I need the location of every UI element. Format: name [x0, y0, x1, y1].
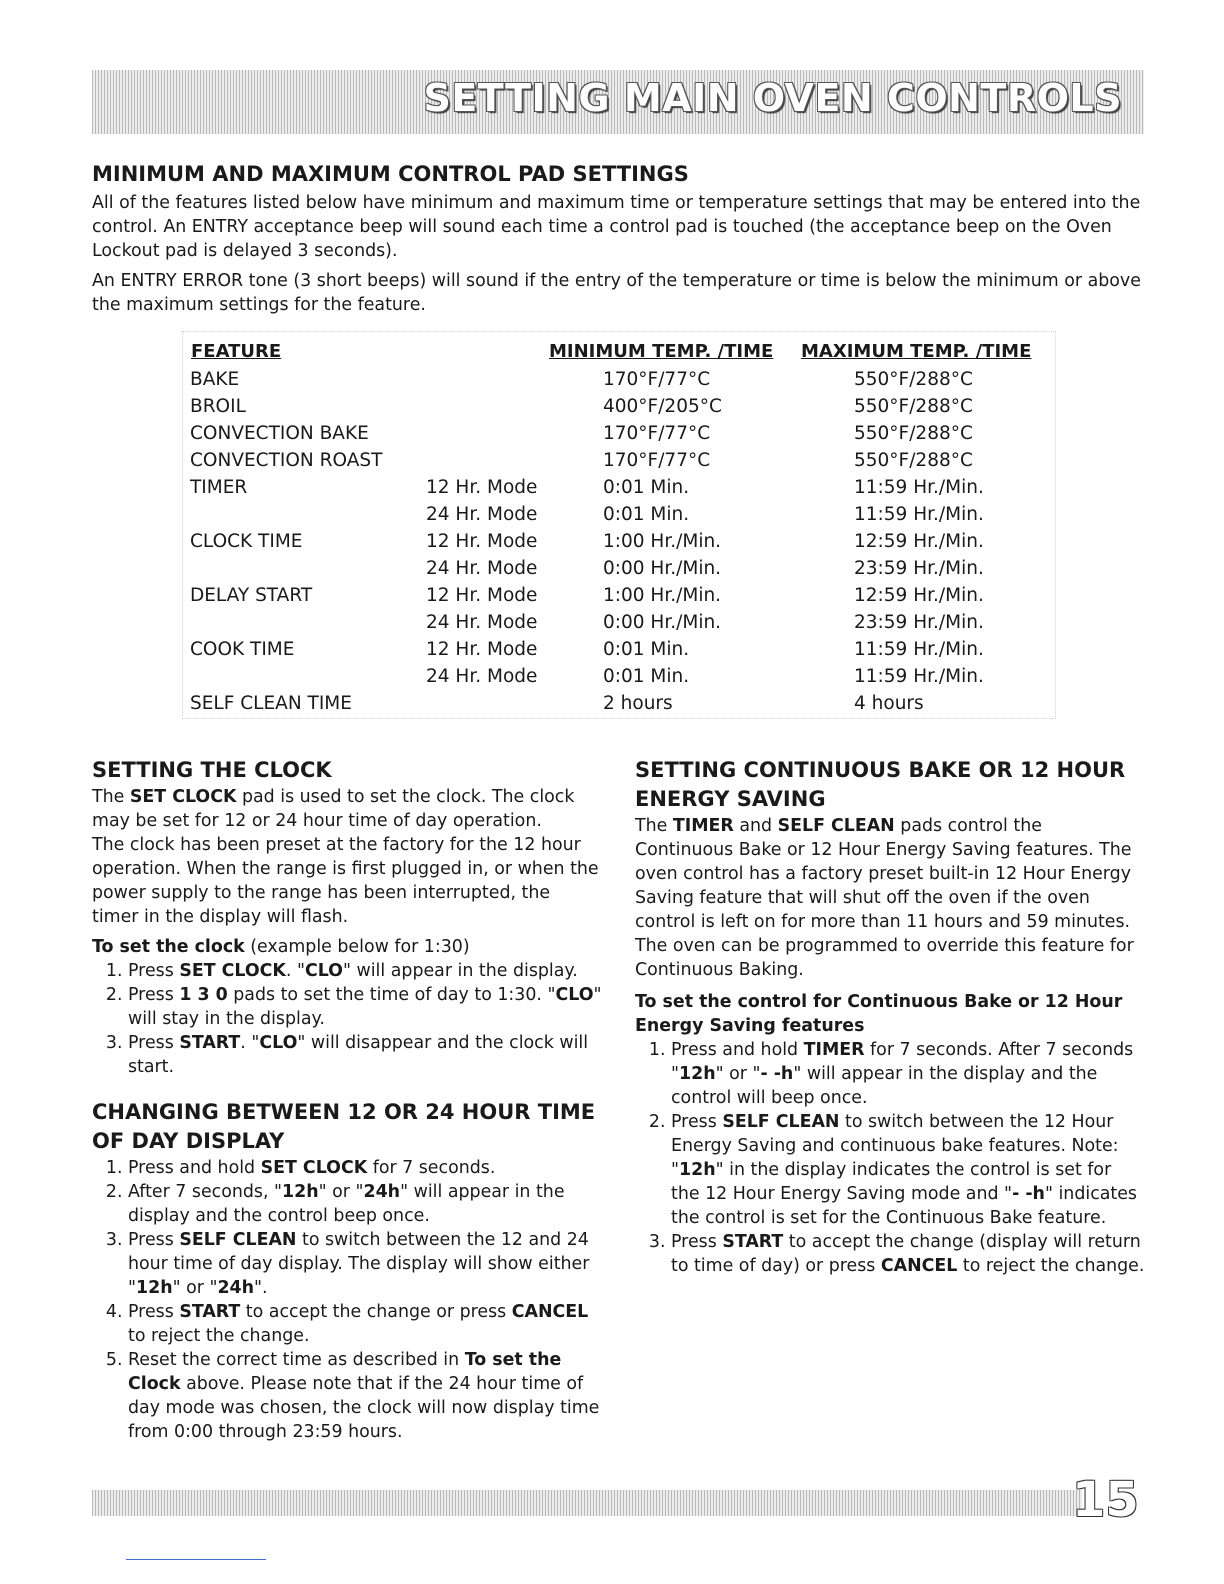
row-feature: BAKE [190, 369, 240, 390]
row-max: 11:59 Hr./Min. [854, 666, 984, 687]
row-feature: COOK TIME [190, 639, 295, 660]
header-banner [92, 70, 1144, 134]
change-display-heading: CHANGING BETWEEN 12 OR 24 HOUR TIME OF DAY DISPLAY [92, 1100, 596, 1153]
continuous-bake-subheading: To set the control for Continuous Bake or 12 Hour Energy Saving features [635, 992, 1123, 1036]
row-min: 400°F/205°C [603, 396, 722, 417]
row-mode: 12 Hr. Mode [426, 477, 538, 498]
row-feature: CONVECTION ROAST [190, 450, 383, 471]
row-min: 0:01 Min. [603, 477, 690, 498]
row-min: 0:00 Hr./Min. [603, 558, 722, 579]
row-max: 550°F/288°C [854, 396, 973, 417]
row-min: 1:00 Hr./Min. [603, 531, 722, 552]
footer-bar [92, 1490, 1082, 1516]
row-mode: 24 Hr. Mode [426, 558, 538, 579]
list-item: 3. Press SELF CLEAN to switch between the 12 and 24 hour time of day display. The display will show either "12h" or "24h". [128, 1228, 602, 1300]
list-item: 2. After 7 seconds, "12h" or "24h" will appear in the display and the control beep once. [128, 1180, 602, 1228]
list-item: 3. Press START. "CLO" will disappear and the clock will start. [128, 1031, 602, 1079]
clock-section [92, 756, 602, 1079]
min-max-paragraph-1: All of the features listed below have minimum and maximum time or temperature settings that may be entered into the control. An ENTRY acceptance beep will sound each time a control pad is touched (the acceptance beep on the Oven Lockout pad is delayed 3 seconds). [92, 193, 1141, 261]
row-max: 550°F/288°C [854, 450, 973, 471]
row-mode: 12 Hr. Mode [426, 531, 538, 552]
row-max: 11:59 Hr./Min. [854, 504, 984, 525]
min-max-paragraph-2: An ENTRY ERROR tone (3 short beeps) will sound if the entry of the temperature or time is below the minimum or above the maximum settings for the feature. [92, 271, 1141, 315]
list-item: 4. Press START to accept the change or press CANCEL to reject the change. [128, 1300, 602, 1348]
settings-table [182, 331, 1056, 719]
row-min: 0:01 Min. [603, 504, 690, 525]
row-mode: 24 Hr. Mode [426, 666, 538, 687]
list-item: 1. Press SET CLOCK. "CLO" will appear in the display. [128, 959, 602, 983]
list-item: 2. Press SELF CLEAN to switch between the 12 Hour Energy Saving and continuous bake features. Note: "12h" in the display indicates the control is set for the 12 Hour Energy Saving mode and "- -h" indicates the control is set for the Continuous Bake feature. [671, 1110, 1145, 1230]
row-feature: TIMER [190, 477, 248, 498]
row-feature: CONVECTION BAKE [190, 423, 369, 444]
row-max: 11:59 Hr./Min. [854, 477, 984, 498]
row-max: 23:59 Hr./Min. [854, 558, 984, 579]
row-min: 170°F/77°C [603, 423, 711, 444]
page-number: 15 [1072, 1472, 1139, 1528]
row-min: 2 hours [603, 693, 673, 714]
continuous-bake-steps [635, 1038, 1145, 1278]
clock-subheading: To set the clock (example below for 1:30) [92, 937, 470, 957]
row-feature: DELAY START [190, 585, 313, 606]
row-feature: CLOCK TIME [190, 531, 303, 552]
row-min: 0:01 Min. [603, 639, 690, 660]
list-item: 1. Press and hold SET CLOCK for 7 seconds. [128, 1156, 602, 1180]
row-mode: 12 Hr. Mode [426, 585, 538, 606]
clock-heading: SETTING THE CLOCK [92, 758, 332, 782]
table-header-feature: FEATURE [191, 341, 282, 362]
row-feature: BROIL [190, 396, 246, 417]
row-max: 550°F/288°C [854, 423, 973, 444]
row-mode: 12 Hr. Mode [426, 639, 538, 660]
row-max: 23:59 Hr./Min. [854, 612, 984, 633]
continuous-bake-section [635, 756, 1145, 1278]
row-feature: SELF CLEAN TIME [190, 693, 352, 714]
change-display-section [92, 1098, 602, 1444]
row-max: 12:59 Hr./Min. [854, 531, 984, 552]
clock-paragraph-2: The clock has been preset at the factory for the 12 hour operation. When the range is first plugged in, or when the power supply to the range has been interrupted, the timer in the display will flash. [92, 835, 599, 927]
table-header-max: MAXIMUM TEMP. /TIME [801, 341, 1032, 362]
row-max: 4 hours [854, 693, 924, 714]
row-min: 1:00 Hr./Min. [603, 585, 722, 606]
clock-paragraph-1: The SET CLOCK pad is used to set the clock. The clock may be set for 12 or 24 hour time of day operation. [92, 787, 575, 831]
list-item: 1. Press and hold TIMER for 7 seconds. After 7 seconds "12h" or "- -h" will appear in the display and the control will beep once. [671, 1038, 1145, 1110]
list-item: 3. Press START to accept the change (display will return to time of day) or press CANCEL to reject the change. [671, 1230, 1145, 1278]
change-display-steps [92, 1156, 602, 1444]
row-min: 170°F/77°C [603, 450, 711, 471]
page-title: SETTING MAIN OVEN CONTROLS [423, 76, 1122, 120]
row-min: 0:00 Hr./Min. [603, 612, 722, 633]
row-max: 550°F/288°C [854, 369, 973, 390]
min-max-heading: MINIMUM AND MAXIMUM CONTROL PAD SETTINGS [92, 162, 689, 186]
clock-steps [92, 959, 602, 1079]
divider [126, 1559, 266, 1560]
continuous-bake-heading: SETTING CONTINUOUS BAKE OR 12 HOUR ENERGY SAVING [635, 758, 1126, 811]
row-mode: 24 Hr. Mode [426, 612, 538, 633]
continuous-bake-paragraph: The TIMER and SELF CLEAN pads control the Continuous Bake or 12 Hour Energy Saving features. The oven control has a factory preset built-in 12 Hour Energy Saving feature that will shut off the oven if the oven control is left on for more than 11 hours and 59 minutes. The oven can be programmed to override this feature for Continuous Baking. [635, 816, 1134, 980]
list-item: 2. Press 1 3 0 pads to set the time of day to 1:30. "CLO" will stay in the display. [128, 983, 602, 1031]
row-max: 11:59 Hr./Min. [854, 639, 984, 660]
row-max: 12:59 Hr./Min. [854, 585, 984, 606]
row-mode: 24 Hr. Mode [426, 504, 538, 525]
row-min: 0:01 Min. [603, 666, 690, 687]
list-item: 5. Reset the correct time as described in To set the Clock above. Please note that if the 24 hour time of day mode was chosen, the clock will now display time from 0:00 through 23:59 hours. [128, 1348, 602, 1444]
table-header-min: MINIMUM TEMP. /TIME [549, 341, 774, 362]
row-min: 170°F/77°C [603, 369, 711, 390]
